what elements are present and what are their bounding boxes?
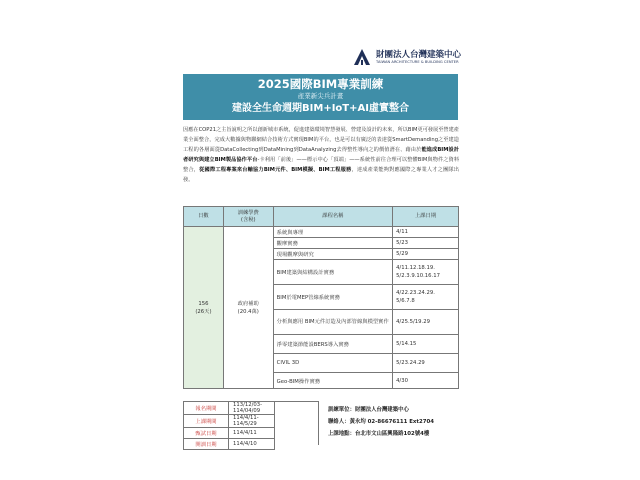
table-row (184, 227, 459, 238)
contact-address: 上課地點：台北市文山區興隆路102號4樓 (328, 431, 430, 437)
fee-cell: 政府補助 (20.4萬) (223, 227, 273, 389)
info-row (184, 439, 275, 450)
date-cell: 4/30 (393, 373, 459, 389)
info-value: 113/12/03-114/04/09 (229, 402, 275, 415)
course-cell: 分析與應用 BIM元件訂造及內部管線與模型實作 (273, 310, 392, 335)
date-cell: 4/25.5/19.29 (393, 310, 459, 335)
contact-person: 聯絡人：黃永均 02-86676111 Ext2704 (328, 419, 434, 425)
intro-bold-1: 能進成BIM設計者研究與建立BIM製品協作平台 (183, 147, 460, 163)
banner-headline: 建設全生命週期BIM+IoT+AI虛實整合 (232, 103, 409, 114)
intro-text-2: -卡利用「前後」——標示中心「頂端」——系統性前往合理可以整體BIM與物件之資料整合， (183, 157, 460, 173)
course-cell: BIM建築與結構設計實務 (273, 260, 392, 285)
course-cell: 觀摩實務 (273, 238, 392, 249)
days-cell: 156 (26天) (184, 227, 224, 389)
banner-title: 2025國際BIM專業訓練 (257, 77, 384, 91)
info-value: 114/4/11 (229, 428, 275, 439)
intro-bold-2: 從國際工程專案來台輸協力BIM元件、BIM模擬、BIM工程服務 (199, 167, 352, 173)
info-row (184, 402, 275, 415)
date-cell: 5/23.24.29 (393, 354, 459, 373)
course-cell: 系統與專理 (273, 227, 392, 238)
schedule-table (183, 206, 459, 389)
info-label: 上課期間 (184, 415, 229, 428)
header-course: 課程名稱 (273, 207, 392, 227)
date-cell: 5/23 (393, 238, 459, 249)
contact-unit: 訓練單位：財團法人台灣建築中心 (328, 407, 409, 413)
course-cell: Geo-BIM操作實務 (273, 373, 392, 389)
org-logo (352, 46, 464, 68)
course-cell: BIM於電MEP管線系統實務 (273, 285, 392, 310)
date-cell: 5/29 (393, 249, 459, 260)
course-cell: CIVIL 3D (273, 354, 392, 373)
header-date: 上課日期 (393, 207, 459, 227)
org-name-en: TAIWAN ARCHITECTURE & BUILDING CENTER (376, 59, 459, 64)
date-cell: 5/14.15 (393, 335, 459, 354)
date-cell: 4/22.23.24.29. 5/6.7.8 (393, 285, 459, 310)
intro-paragraph (183, 125, 459, 185)
banner-subtitle: 產業新尖兵計畫 (297, 92, 344, 100)
intro-text-1: 因應在COP21之主旨說明之所以創新城市系統，促進建築環境智慧發展、營建及設計的未來，所以BIM更可發展至營建產業全面整合，完成大數據與物聯網結合技術方式實現BIM的平台，也是可以有廣泛的表達從SmartDemanding之至建造工程的各層面從DataCollecting到DataMining到DataAnalyzing去得整性導向之的價值潛在、藉由於 (183, 127, 459, 153)
title-banner (183, 74, 458, 120)
info-label: 甄試日期 (184, 428, 229, 439)
info-table-border (275, 401, 319, 445)
schedule-header-row (184, 207, 459, 227)
registration-info-table (183, 401, 275, 450)
contact-block (328, 404, 468, 440)
date-cell: 4/11 (393, 227, 459, 238)
date-cell: 4/11.12.18.19. 5/2.3.9.10.16.17 (393, 260, 459, 285)
org-name: 財團法人台灣建築中心 (376, 49, 462, 60)
header-fee: 訓練學費 (含稅) (223, 207, 273, 227)
intro-text-3: ，達成產業能夠對應國際之專業人才之團隊出發。 (183, 167, 459, 183)
info-row (184, 428, 275, 439)
info-value: 114/4/11-114/5/29 (229, 415, 275, 428)
course-cell: 現場觀摩與研究 (273, 249, 392, 260)
org-logo-icon (352, 47, 372, 67)
header-days: 日數 (184, 207, 224, 227)
info-label: 開訓日期 (184, 439, 229, 450)
course-cell: 淨零建築節能設BERS導入實務 (273, 335, 392, 354)
info-value: 114/4/10 (229, 439, 275, 450)
info-row (184, 415, 275, 428)
info-label: 報名期間 (184, 402, 229, 415)
